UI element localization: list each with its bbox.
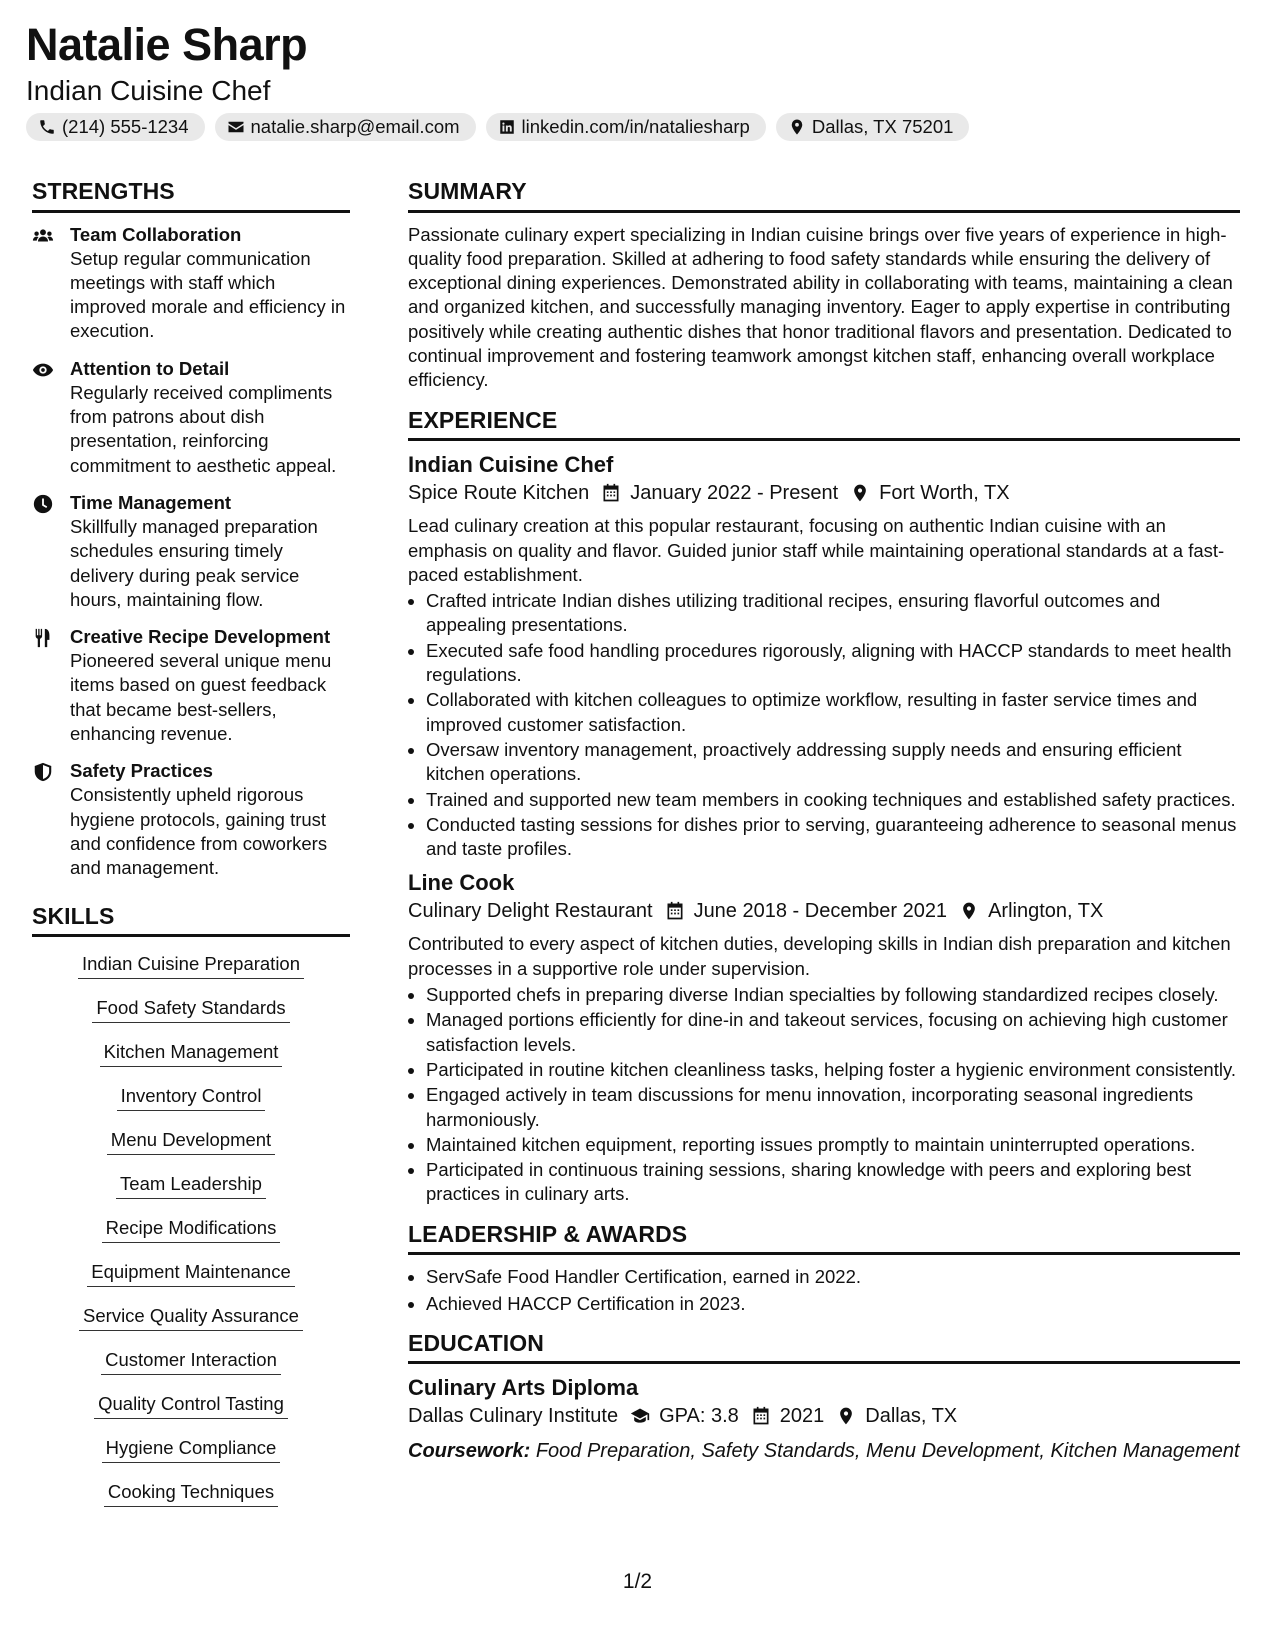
bullet-item: • Engaged actively in team discussions for menu innovation, incorporating seasonal ingredients harmoniously. — [426, 1083, 1240, 1132]
job-meta — [408, 479, 1240, 507]
calendar-icon — [665, 901, 685, 921]
contact-bar — [26, 113, 969, 141]
skill-tag: Cooking Techniques — [104, 1481, 278, 1507]
strengths-heading: STRENGTHS — [32, 178, 350, 213]
skill-tag: Indian Cuisine Preparation — [78, 953, 304, 979]
location-chip[interactable] — [776, 113, 970, 141]
bullet-item: • Maintained kitchen equipment, reporting issues promptly to maintain uninterrupted operations. — [426, 1133, 1240, 1157]
users-icon — [32, 225, 54, 247]
skills-list — [32, 947, 350, 1525]
job-description: Contributed to every aspect of kitchen duties, developing skills in Indian dish preparation and kitchen processes in a supportive role under supervision. — [408, 933, 1231, 979]
award-item: • ServSafe Food Handler Certification, earned in 2022. — [426, 1265, 1240, 1289]
skill-tag: Food Safety Standards — [92, 997, 289, 1023]
utensils-icon — [32, 627, 54, 649]
bullet-item: • Conducted tasting sessions for dishes prior to serving, guaranteeing adherence to seasonal menus and taste profiles. — [426, 813, 1240, 862]
bullet-item: • Executed safe food handling procedures rigorously, aligning with HACCP standards to meet health regulations. — [426, 639, 1240, 688]
job-meta — [408, 897, 1240, 925]
job-bullets — [408, 983, 1240, 1207]
bullet-item: • Supported chefs in preparing diverse Indian specialties by following standardized recipes closely. — [426, 983, 1240, 1007]
strength-title: Time Management — [70, 491, 232, 513]
company-name: Spice Route Kitchen — [408, 482, 590, 505]
linkedin-text: linkedin.com/in/nataliesharp — [521, 116, 750, 137]
map-pin-icon — [836, 1406, 856, 1426]
strength-description: Consistently upheld rigorous hygiene protocols, gaining trust and confidence from coworkers and management. — [70, 784, 328, 879]
school-location: Dallas, TX — [865, 1405, 958, 1428]
candidate-name: Natalie Sharp — [26, 19, 308, 70]
location-text: Dallas, TX 75201 — [811, 116, 954, 137]
strength-item — [32, 223, 350, 344]
map-pin-icon — [850, 483, 870, 503]
awards-list — [408, 1265, 1240, 1316]
strength-description: Setup regular communication meetings with staff which improved morale and efficiency in execution. — [70, 247, 346, 342]
job-location: Fort Worth, TX — [879, 482, 1010, 505]
degree-title: Culinary Arts Diploma — [408, 1375, 639, 1401]
bullet-item: • Crafted intricate Indian dishes utilizing traditional recipes, ensuring flavorful outcomes and appealing presentations. — [426, 589, 1240, 638]
strength-title: Team Collaboration — [70, 223, 242, 245]
bullet-item: • Collaborated with kitchen colleagues to optimize workflow, resulting in faster service times and improved customer satisfaction. — [426, 688, 1240, 737]
skill-tag: Quality Control Tasting — [94, 1393, 288, 1419]
phone-icon — [38, 118, 56, 136]
strength-title: Attention to Detail — [70, 357, 230, 379]
bullet-item: • Participated in routine kitchen cleanliness tasks, helping foster a hygienic environment consistently. — [426, 1058, 1240, 1082]
shield-icon — [32, 761, 54, 783]
graduation-year: 2021 — [779, 1405, 825, 1428]
company-name: Culinary Delight Restaurant — [408, 900, 653, 923]
right-column — [408, 178, 1240, 1465]
job-entry — [408, 869, 1240, 1206]
award-item: • Achieved HACCP Certification in 2023. — [426, 1292, 1240, 1316]
job-dates: June 2018 - December 2021 — [693, 900, 948, 923]
strength-title: Creative Recipe Development — [70, 626, 331, 648]
strength-description: Skillfully managed preparation schedules ensuring timely delivery during peak service hours, maintaining flow. — [70, 515, 318, 610]
bullet-item: • Managed portions efficiently for dine-in and takeout services, focusing on achieving high customer satisfaction levels. — [426, 1008, 1240, 1057]
strength-description: Pioneered several unique menu items based on guest feedback that became best-sellers, enhancing revenue. — [70, 650, 332, 745]
strength-description: Regularly received compliments from patrons about dish presentation, reinforcing commitment to aesthetic appeal. — [70, 381, 337, 476]
strength-item — [32, 759, 350, 880]
coursework-label: Coursework: — [408, 1440, 531, 1463]
graduation-cap-icon — [630, 1406, 650, 1426]
job-dates: January 2022 - Present — [630, 482, 839, 505]
gpa: GPA: 3.8 — [659, 1405, 739, 1428]
skill-tag: Menu Development — [107, 1129, 275, 1155]
job-title: Indian Cuisine Chef — [408, 452, 614, 478]
coursework — [408, 1437, 1240, 1465]
clock-icon — [32, 493, 54, 515]
bullet-item: • Oversaw inventory management, proactively addressing supply needs and ensuring efficient kitchen operations. — [426, 738, 1240, 787]
strength-item — [32, 625, 350, 746]
bullet-item: • Participated in continuous training sessions, sharing knowledge with peers and exploring best practices in culinary arts. — [426, 1158, 1240, 1207]
linkedin-icon — [498, 118, 516, 136]
linkedin-chip[interactable] — [486, 113, 766, 141]
calendar-icon — [601, 483, 621, 503]
summary-text: Passionate culinary expert specializing in Indian cuisine brings over five years of experience in high-quality food preparation. Skilled at adhering to food safety standards while ensuring the delivery of exceptional dining experiences. Demonstrated ability in collaborating with teams, maintaining a clean and organized kitchen, and successfully managing inventory. Eager to apply expertise in contributing positively while creating authentic dishes that honor traditional flavors and presentation. Dedicated to continual improvement and fostering teamwork amongst kitchen staff, enhancing overall workplace efficiency. — [408, 223, 1233, 391]
skill-tag: Kitchen Management — [100, 1041, 283, 1067]
education-meta — [408, 1402, 1240, 1430]
coursework-list: Food Preparation, Safety Standards, Menu Development, Kitchen Management — [535, 1440, 1240, 1463]
candidate-title: Indian Cuisine Chef — [26, 75, 271, 106]
job-title: Line Cook — [408, 870, 515, 896]
skill-tag: Team Leadership — [116, 1173, 266, 1199]
phone-text: (214) 555-1234 — [62, 116, 189, 137]
job-bullets — [408, 589, 1240, 861]
email-text: natalie.sharp@email.com — [250, 116, 460, 137]
strength-item — [32, 491, 350, 612]
school-name: Dallas Culinary Institute — [408, 1405, 619, 1428]
envelope-icon — [227, 118, 245, 136]
email-chip[interactable] — [215, 113, 476, 141]
skill-tag: Equipment Maintenance — [87, 1261, 295, 1287]
eye-icon — [32, 359, 54, 381]
job-description: Lead culinary creation at this popular restaurant, focusing on authentic Indian cuisine with an emphasis on quality and flavor. Guided junior staff while maintaining operational standards at a fast-paced establishment. — [408, 515, 1225, 585]
skill-tag: Recipe Modifications — [102, 1217, 281, 1243]
map-pin-icon — [788, 118, 806, 136]
map-pin-icon — [959, 901, 979, 921]
job-entry — [408, 451, 1240, 861]
strength-title: Safety Practices — [70, 760, 213, 782]
experience-heading: EXPERIENCE — [408, 407, 1240, 442]
page-number: 1/2 — [622, 1570, 653, 1593]
skill-tag: Customer Interaction — [101, 1349, 281, 1375]
education-heading: EDUCATION — [408, 1330, 1240, 1365]
calendar-icon — [751, 1406, 771, 1426]
skills-heading: SKILLS — [32, 903, 350, 938]
skill-tag: Hygiene Compliance — [102, 1437, 281, 1463]
strength-item — [32, 357, 350, 478]
job-location: Arlington, TX — [988, 900, 1104, 923]
bullet-item: • Trained and supported new team members in cooking techniques and established safety practices. — [426, 788, 1240, 812]
phone-chip[interactable] — [26, 113, 205, 141]
skill-tag: Inventory Control — [117, 1085, 266, 1111]
skill-tag: Service Quality Assurance — [79, 1305, 303, 1331]
left-column — [32, 178, 350, 1525]
summary-heading: SUMMARY — [408, 178, 1240, 213]
awards-heading: LEADERSHIP & AWARDS — [408, 1221, 1240, 1256]
